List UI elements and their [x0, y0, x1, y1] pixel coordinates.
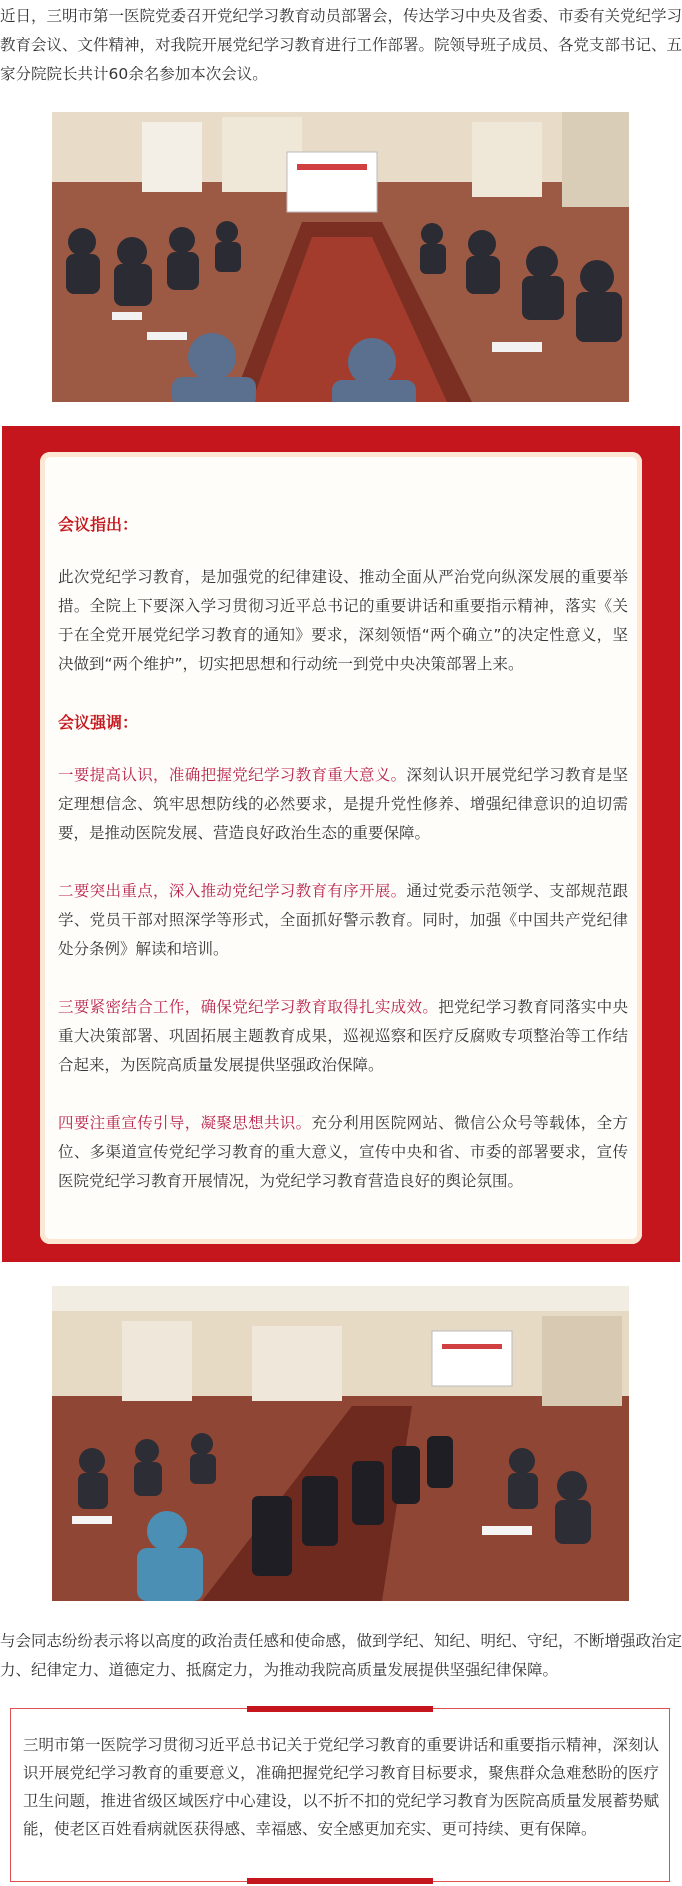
outro-paragraph: 与会同志纷纷表示将以高度的政治责任感和使命感，做到学纪、知纪、明纪、守纪，不断增强政治定力、纪律定力、道德定力、抵腐定力，为推动我院高质量发展提供坚强纪律保障。 [0, 1632, 682, 1679]
emphasis-item-1-lead: 一要提高认识，准确把握党纪学习教育重大意义。 [58, 766, 407, 784]
meeting-notes-panel [2, 426, 680, 1262]
emphasis-item-3 [58, 993, 628, 1080]
emphasis-item-4-body: 充分利用医院网站、微信公众号等载体，全方位、多渠道宣传党纪学习教育的重大意义，宣传中央和省、市委的部署要求，宣传医院党纪学习教育开展情况，为党纪学习教育营造良好的舆论氛围。 [58, 1114, 628, 1190]
emphasis-item-4-lead: 四要注重宣传引导，凝聚思想共识。 [58, 1114, 312, 1132]
summary-bottom-bar [247, 1878, 433, 1884]
heading-meeting-points: 会议指出： [58, 515, 139, 534]
emphasis-item-1-body: 深刻认识开展党纪学习教育是坚定理想信念、筑牢思想防线的必然要求，是提升党性修养、增强纪律意识的迫切需要，是推动医院发展、营造良好政治生态的重要保障。 [58, 766, 628, 842]
emphasis-item-4 [58, 1109, 628, 1196]
summary-text: 三明市第一医院学习贯彻习近平总书记关于党纪学习教育的重要讲话和重要指示精神，深刻认识开展党纪学习教育的重要意义，准确把握党纪学习教育目标要求，聚焦群众急难愁盼的医疗卫生问题，推进省级区域医疗中心建设，以不折不扣的党纪学习教育为医院高质量发展蓄势赋能，使老区百姓看病就医获得感、幸福感、安全感更加充实、更可持续、更有保障。 [23, 1736, 659, 1838]
emphasis-item-2 [58, 877, 628, 964]
emphasis-item-2-body: 通过党委示范领学、支部规范跟学、党员干部对照深学等形式，全面抓好警示教育。同时，加强《中国共产党纪律处分条例》解读和培训。 [58, 882, 628, 958]
intro-paragraph: 近日，三明市第一医院党委召开党纪学习教育动员部署会，传达学习中央及省委、市委有关党纪学习教育会议、文件精神，对我院开展党纪学习教育进行工作部署。院领导班子成员、各党支部书记、五家分院院长共计60余名参加本次会议。 [0, 7, 682, 83]
heading-meeting-emphasis: 会议强调： [58, 713, 139, 732]
meeting-points-paragraph: 此次党纪学习教育，是加强党的纪律建设、推动全面从严治党向纵深发展的重要举措。全院上下要深入学习贯彻习近平总书记的重要讲话和重要指示精神，落实《关于在全党开展党纪学习教育的通知》要求，深刻领悟“两个确立”的决定性意义，坚决做到“两个维护”，切实把思想和行动统一到党中央决策部署上来。 [58, 568, 628, 673]
summary-top-bar [247, 1706, 433, 1712]
meeting-notes-card [40, 452, 642, 1244]
emphasis-item-2-lead: 二要突出重点，深入推动党纪学习教育有序开展。 [58, 882, 407, 900]
summary-box [10, 1708, 670, 1882]
meeting-photo-1 [52, 112, 629, 402]
emphasis-item-3-body: 把党纪学习教育同落实中央重大决策部署、巩固拓展主题教育成果，巡视巡察和医疗反腐败专项整治等工作结合起来，为医院高质量发展提供坚强政治保障。 [58, 998, 628, 1074]
emphasis-item-1 [58, 761, 628, 848]
emphasis-item-3-lead: 三要紧密结合工作，确保党纪学习教育取得扎实成效。 [58, 998, 439, 1016]
meeting-photo-2 [52, 1286, 629, 1601]
